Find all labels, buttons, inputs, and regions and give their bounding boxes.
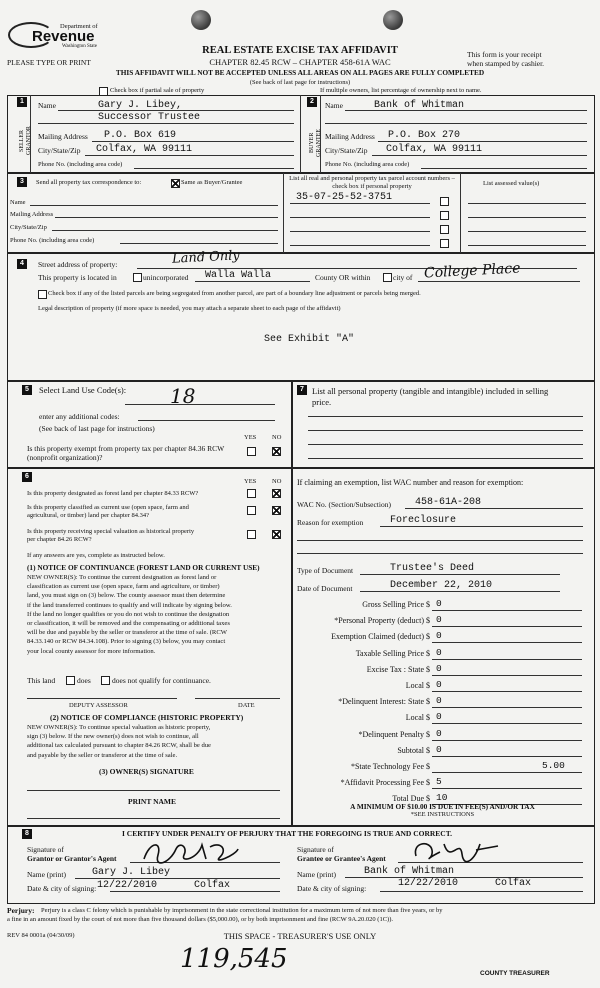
notice2-line: NEW OWNER(S): To continue special valuation as historic property, bbox=[27, 724, 211, 731]
notice1-line: land, you must sign on (3) below. The county assessor must then determine bbox=[27, 592, 226, 600]
seller-city-label: City/State/Zip bbox=[38, 146, 81, 155]
exempt-no-checkbox[interactable] bbox=[272, 447, 281, 456]
section-8-num: 8 bbox=[22, 829, 32, 839]
rev-number: REV 84 0001a (04/30/09) bbox=[7, 932, 75, 939]
reason-label: Reason for exemption bbox=[297, 518, 364, 527]
wac-number[interactable]: 458-61A-208 bbox=[415, 497, 482, 508]
buyer-mail-label: Mailing Address bbox=[325, 132, 375, 141]
corr-mail-label: Mailing Address bbox=[10, 211, 54, 218]
section-4-num: 4 bbox=[17, 259, 27, 269]
grantor-signature[interactable] bbox=[140, 837, 240, 867]
grantor-date-label: Date & city of signing: bbox=[27, 884, 97, 893]
assessed-header: List assessed value(s) bbox=[483, 180, 540, 187]
grantor-sig-of: Signature of bbox=[27, 845, 64, 854]
parcel-4-checkbox[interactable] bbox=[440, 239, 449, 248]
historic-no-checkbox[interactable] bbox=[272, 530, 281, 539]
form-title: REAL ESTATE EXCISE TAX AFFIDAVIT bbox=[202, 45, 398, 56]
same-as-buyer-checkbox[interactable] bbox=[171, 179, 180, 188]
buyer-mail[interactable]: P.O. Box 270 bbox=[388, 130, 461, 141]
county-label: County OR within bbox=[315, 273, 371, 282]
forest-yes-checkbox[interactable] bbox=[247, 489, 256, 498]
parcel-number[interactable]: 35-07-25-52-3751 bbox=[296, 192, 393, 203]
notice1-line: your local county assessor for more information. bbox=[27, 647, 156, 655]
seller-city[interactable]: Colfax, WA 99111 bbox=[96, 144, 193, 155]
parcel-3-checkbox[interactable] bbox=[440, 225, 449, 234]
wac-label: WAC No. (Section/Subsection) bbox=[297, 500, 391, 509]
exemption-reason[interactable]: Foreclosure bbox=[390, 515, 457, 526]
chapters: CHAPTER 82.45 RCW – CHAPTER 458-61A WAC bbox=[209, 57, 391, 67]
section-5-num: 5 bbox=[22, 385, 32, 395]
doc-type[interactable]: Trustee's Deed bbox=[390, 563, 475, 574]
fee-value[interactable]: 0 bbox=[436, 679, 442, 690]
fee-label: Taxable Selling Price $ bbox=[355, 648, 430, 658]
corr-name-label: Name bbox=[10, 199, 26, 206]
buyer-city-label: City/State/Zip bbox=[325, 146, 368, 155]
buyer-phone-label: Phone No. (including area code) bbox=[325, 161, 410, 168]
section-6-num: 6 bbox=[22, 472, 32, 482]
legal-description-label: Legal description of property (if more space is needed, you may attach a separate sheet to each page of the affidavit) bbox=[38, 305, 341, 312]
seller-name-1[interactable]: Gary J. Libey, bbox=[98, 100, 183, 111]
buyer-side-label: BUYER GRANTEE bbox=[309, 129, 322, 157]
city-handwritten[interactable]: College Place bbox=[423, 260, 521, 282]
legal-description[interactable]: See Exhibit "A" bbox=[264, 334, 355, 345]
does-not-label: does not qualify for continuance. bbox=[112, 676, 211, 685]
seller-side-label: SELLER GRANTOR bbox=[19, 126, 32, 156]
no-header-5: NO bbox=[272, 434, 282, 441]
notice-1-title: (1) NOTICE OF CONTINUANCE (FOREST LAND OR CURRENT USE) bbox=[27, 563, 260, 572]
grantee-signature[interactable] bbox=[410, 836, 500, 866]
buyer-name[interactable]: Bank of Whitman bbox=[374, 100, 465, 111]
date-label: DATE bbox=[238, 702, 255, 709]
receipt-note-1: This form is your receipt bbox=[467, 50, 542, 59]
grantee-date[interactable]: 12/22/2010 bbox=[398, 878, 459, 889]
fee-label: *Delinquent Interest: State $ bbox=[338, 697, 430, 707]
street-handwritten[interactable]: Land Only bbox=[171, 248, 241, 267]
fee-value[interactable]: 0 bbox=[436, 662, 442, 674]
notice-2-title: (2) NOTICE OF COMPLIANCE (HISTORIC PROPERTY) bbox=[50, 713, 244, 722]
grantor-name-label: Name (print) bbox=[27, 870, 66, 879]
same-as-buyer-label: Same as Buyer/Grantee bbox=[181, 179, 243, 186]
historic-question-2: per chapter 84.26 RCW? bbox=[27, 536, 92, 543]
see-back-note: (See back of last page for instructions) bbox=[39, 424, 155, 433]
grantee-name-label: Name (print) bbox=[297, 870, 336, 879]
located-label: This property is located in bbox=[38, 273, 117, 282]
corr-city-label: City/State/Zip bbox=[10, 224, 47, 231]
type-or-print: PLEASE TYPE OR PRINT bbox=[7, 58, 91, 67]
land-use-code[interactable]: 18 bbox=[170, 384, 196, 408]
fee-label: *Personal Property (deduct) $ bbox=[334, 616, 430, 626]
additional-codes-label: enter any additional codes: bbox=[39, 412, 120, 421]
print-name-label: PRINT NAME bbox=[128, 797, 176, 806]
notice1-line: or classification, it will be removed and the compensating or additional taxes bbox=[27, 620, 230, 628]
forest-no-checkbox[interactable] bbox=[272, 489, 281, 498]
current-use-question-1: Is this property classified as current use (open space, farm and bbox=[27, 504, 189, 511]
grantor-name[interactable]: Gary J. Libey bbox=[92, 867, 171, 878]
section-1-num: 1 bbox=[17, 97, 27, 107]
unincorporated-label: unincorporated bbox=[143, 273, 189, 282]
multiple-owners-note: If multiple owners, list percentage of ownership next to name. bbox=[320, 87, 482, 94]
notice1-line: NEW OWNER(S): To continue the current designation as forest land or bbox=[27, 574, 217, 581]
section-7-num: 7 bbox=[297, 385, 307, 395]
grantee-agent-label: Grantee or Grantee's Agent bbox=[297, 854, 386, 863]
seller-name-label: Name bbox=[38, 101, 56, 110]
parcel-1-checkbox[interactable] bbox=[440, 197, 449, 206]
claim-exemption-label: If claiming an exemption, list WAC number and reason for exemption: bbox=[297, 478, 524, 487]
notice-2-body bbox=[27, 723, 287, 760]
logo-state: Washington State bbox=[62, 44, 98, 49]
does-label: does bbox=[77, 676, 91, 685]
segregated-checkbox[interactable] bbox=[38, 290, 47, 299]
fee-label: *Affidavit Processing Fee $ bbox=[340, 778, 430, 788]
no-header-6: NO bbox=[272, 478, 282, 485]
notice2-line: and payable by the seller or transferor at the time of sale. bbox=[27, 751, 178, 759]
yes-header-6: YES bbox=[244, 478, 257, 485]
fee-value[interactable]: 0 bbox=[436, 727, 442, 739]
fee-label: Gross Selling Price $ bbox=[362, 600, 430, 609]
certify-statement: I CERTIFY UNDER PENALTY OF PERJURY THAT THE FOREGOING IS TRUE AND CORRECT. bbox=[122, 829, 453, 838]
seller-phone-label: Phone No. (including area code) bbox=[38, 161, 123, 168]
dept-line: Department of bbox=[60, 23, 98, 30]
notice-1-body bbox=[27, 573, 287, 656]
buyer-name-label: Name bbox=[325, 101, 343, 110]
grantee-name[interactable]: Bank of Whitman bbox=[364, 866, 455, 877]
city-of-label: city of bbox=[393, 273, 413, 282]
punch-hole-left bbox=[191, 10, 211, 30]
fee-value[interactable]: 5.00 bbox=[542, 760, 565, 771]
fee-value[interactable]: 0 bbox=[436, 598, 442, 609]
fee-label: *State Technology Fee $ bbox=[350, 762, 430, 771]
notice1-line: classification as current use (open space, farm and agriculture, or timber) bbox=[27, 583, 220, 591]
segregated-label: Check box if any of the listed parcels are being segregated from another parcel, are part of a boundary line adjustment or parcels being merged. bbox=[48, 290, 421, 297]
treasurer-space: THIS SPACE - TREASURER'S USE ONLY bbox=[223, 931, 377, 941]
fee-label: Subtotal $ bbox=[397, 745, 430, 755]
handwritten-number: 119,545 bbox=[180, 944, 288, 974]
notice1-line: If the land no longer qualifies or you do not wish to continue the designation bbox=[27, 610, 230, 618]
current-use-no-checkbox[interactable] bbox=[272, 506, 281, 515]
fee-value[interactable]: 5 bbox=[436, 776, 442, 788]
instructions-note: (See back of last page for instructions) bbox=[249, 79, 351, 86]
parcel-2-checkbox[interactable] bbox=[440, 211, 449, 220]
notice2-line: sign (3) below. If the new owner(s) does not wish to continue, all bbox=[27, 733, 199, 741]
seller-mail[interactable]: P.O. Box 619 bbox=[104, 130, 177, 141]
grantor-agent-label: Grantor or Grantor's Agent bbox=[27, 854, 117, 863]
grantor-city[interactable]: Colfax bbox=[194, 880, 231, 891]
grantor-date[interactable]: 12/22/2010 bbox=[97, 880, 158, 891]
historic-yes-checkbox[interactable] bbox=[247, 530, 256, 539]
punch-hole-right bbox=[383, 10, 403, 30]
land-use-label: Select Land Use Code(s): bbox=[39, 385, 127, 395]
grantee-date-label: Date & city of signing: bbox=[297, 884, 367, 893]
see-instructions: *SEE INSTRUCTIONS bbox=[410, 811, 475, 818]
grantee-sig-of: Signature of bbox=[297, 845, 334, 854]
city-of-checkbox[interactable] bbox=[383, 273, 392, 282]
send-correspondence-label: Send all property tax correspondence to: bbox=[36, 179, 142, 186]
seller-name-2[interactable]: Successor Trustee bbox=[98, 112, 201, 123]
fee-value[interactable]: 10 bbox=[436, 792, 448, 804]
exempt-question: Is this property exempt from property tax per chapter 84.36 RCW (nonprofit organization)? bbox=[27, 444, 225, 462]
fee-value[interactable]: 0 bbox=[436, 743, 442, 755]
current-use-yes-checkbox[interactable] bbox=[247, 506, 256, 515]
partial-sale-label: Check box if partial sale of property bbox=[110, 87, 205, 94]
fee-table bbox=[292, 600, 593, 810]
forest-question: Is this property designated as forest land per chapter 84.33 RCW? bbox=[27, 490, 199, 497]
perjury-title: Perjury: bbox=[7, 906, 35, 915]
this-land-label: This land bbox=[27, 676, 56, 685]
notice2-line: additional tax calculated pursuant to chapter 84.26 RCW, shall be due bbox=[27, 742, 211, 750]
owner-signature-label: (3) OWNER(S) SIGNATURE bbox=[99, 767, 194, 776]
fee-label: Local $ bbox=[405, 713, 430, 723]
seller-mail-label: Mailing Address bbox=[38, 132, 88, 141]
notice1-line: will be due and payable by the seller or transferor at the time of sale. (RCW bbox=[27, 629, 227, 637]
personal-text-2: price. bbox=[312, 397, 332, 407]
section-2-num: 2 bbox=[307, 97, 317, 107]
corr-phone-label: Phone No. (including area code) bbox=[10, 237, 95, 244]
doc-date-label: Date of Document bbox=[297, 584, 353, 593]
fee-value[interactable]: 0 bbox=[436, 711, 442, 723]
perjury-line-2: a fine in an amount fixed by the court of not more than five thousand dollars ($5,000.00), or by both imprisonment and fine (RCW 9A.20.020 (1C)). bbox=[7, 916, 394, 923]
if-yes-note: If any answers are yes, complete as instructed below. bbox=[27, 552, 165, 559]
fee-value[interactable]: 0 bbox=[436, 614, 442, 626]
exempt-yes-checkbox[interactable] bbox=[247, 447, 256, 456]
land-does-not-checkbox[interactable] bbox=[101, 676, 110, 685]
minimum-due-note: A MINIMUM OF $10.00 IS DUE IN FEE(S) AND/OR TAX bbox=[350, 802, 535, 811]
perjury-line-1: Perjury is a class C felony which is punishable by imprisonment in the state correctional institution for a maximum term of not more than five years, or by bbox=[41, 907, 443, 914]
street-label: Street address of property: bbox=[38, 260, 118, 269]
unincorporated-checkbox[interactable] bbox=[133, 273, 142, 282]
buyer-city[interactable]: Colfax, WA 99111 bbox=[386, 144, 483, 155]
doc-date[interactable]: December 22, 2010 bbox=[390, 580, 493, 591]
notice1-line: 84.33.140 or RCW 84.34.108). Prior to signing (3) below, you may contact bbox=[27, 638, 226, 646]
section-3-num: 3 bbox=[17, 177, 27, 187]
parcel-header: List all real and personal property tax parcel account numbers – check box if personal property bbox=[289, 175, 455, 190]
fee-value[interactable]: 0 bbox=[436, 630, 442, 642]
fee-label: Total Due $ bbox=[392, 794, 430, 804]
yes-header-5: YES bbox=[244, 434, 257, 441]
notice1-line: if the land transferred continues to qualify and will indicate by signing below. bbox=[27, 601, 232, 609]
personal-text-1: List all personal property (tangible and intangible) included in selling bbox=[312, 386, 549, 396]
deputy-assessor-label: DEPUTY ASSESSOR bbox=[69, 702, 128, 709]
current-use-question-2: agricultural, or timber) land per chapter 84.34? bbox=[27, 512, 150, 519]
county-name[interactable]: Walla Walla bbox=[205, 270, 272, 281]
grantee-city[interactable]: Colfax bbox=[495, 878, 532, 889]
fee-label: Local $ bbox=[405, 681, 430, 690]
warning: THIS AFFIDAVIT WILL NOT BE ACCEPTED UNLESS ALL AREAS ON ALL PAGES ARE FULLY COMPLETED bbox=[115, 68, 485, 77]
receipt-note-2: when stamped by cashier. bbox=[467, 59, 545, 68]
county-treasurer-label: COUNTY TREASURER bbox=[480, 970, 550, 977]
fee-label: Exemption Claimed (deduct) $ bbox=[331, 632, 430, 642]
fee-value[interactable]: 0 bbox=[436, 646, 442, 658]
fee-value[interactable]: 0 bbox=[436, 695, 442, 707]
historic-question-1: Is this property receiving special valuation as historical property bbox=[27, 528, 195, 535]
logo-word: Revenue bbox=[32, 28, 95, 45]
land-does-checkbox[interactable] bbox=[66, 676, 75, 685]
fee-label: *Delinquent Penalty $ bbox=[358, 729, 430, 739]
fee-label: Excise Tax : State $ bbox=[366, 664, 430, 674]
doc-type-label: Type of Document bbox=[297, 566, 354, 575]
